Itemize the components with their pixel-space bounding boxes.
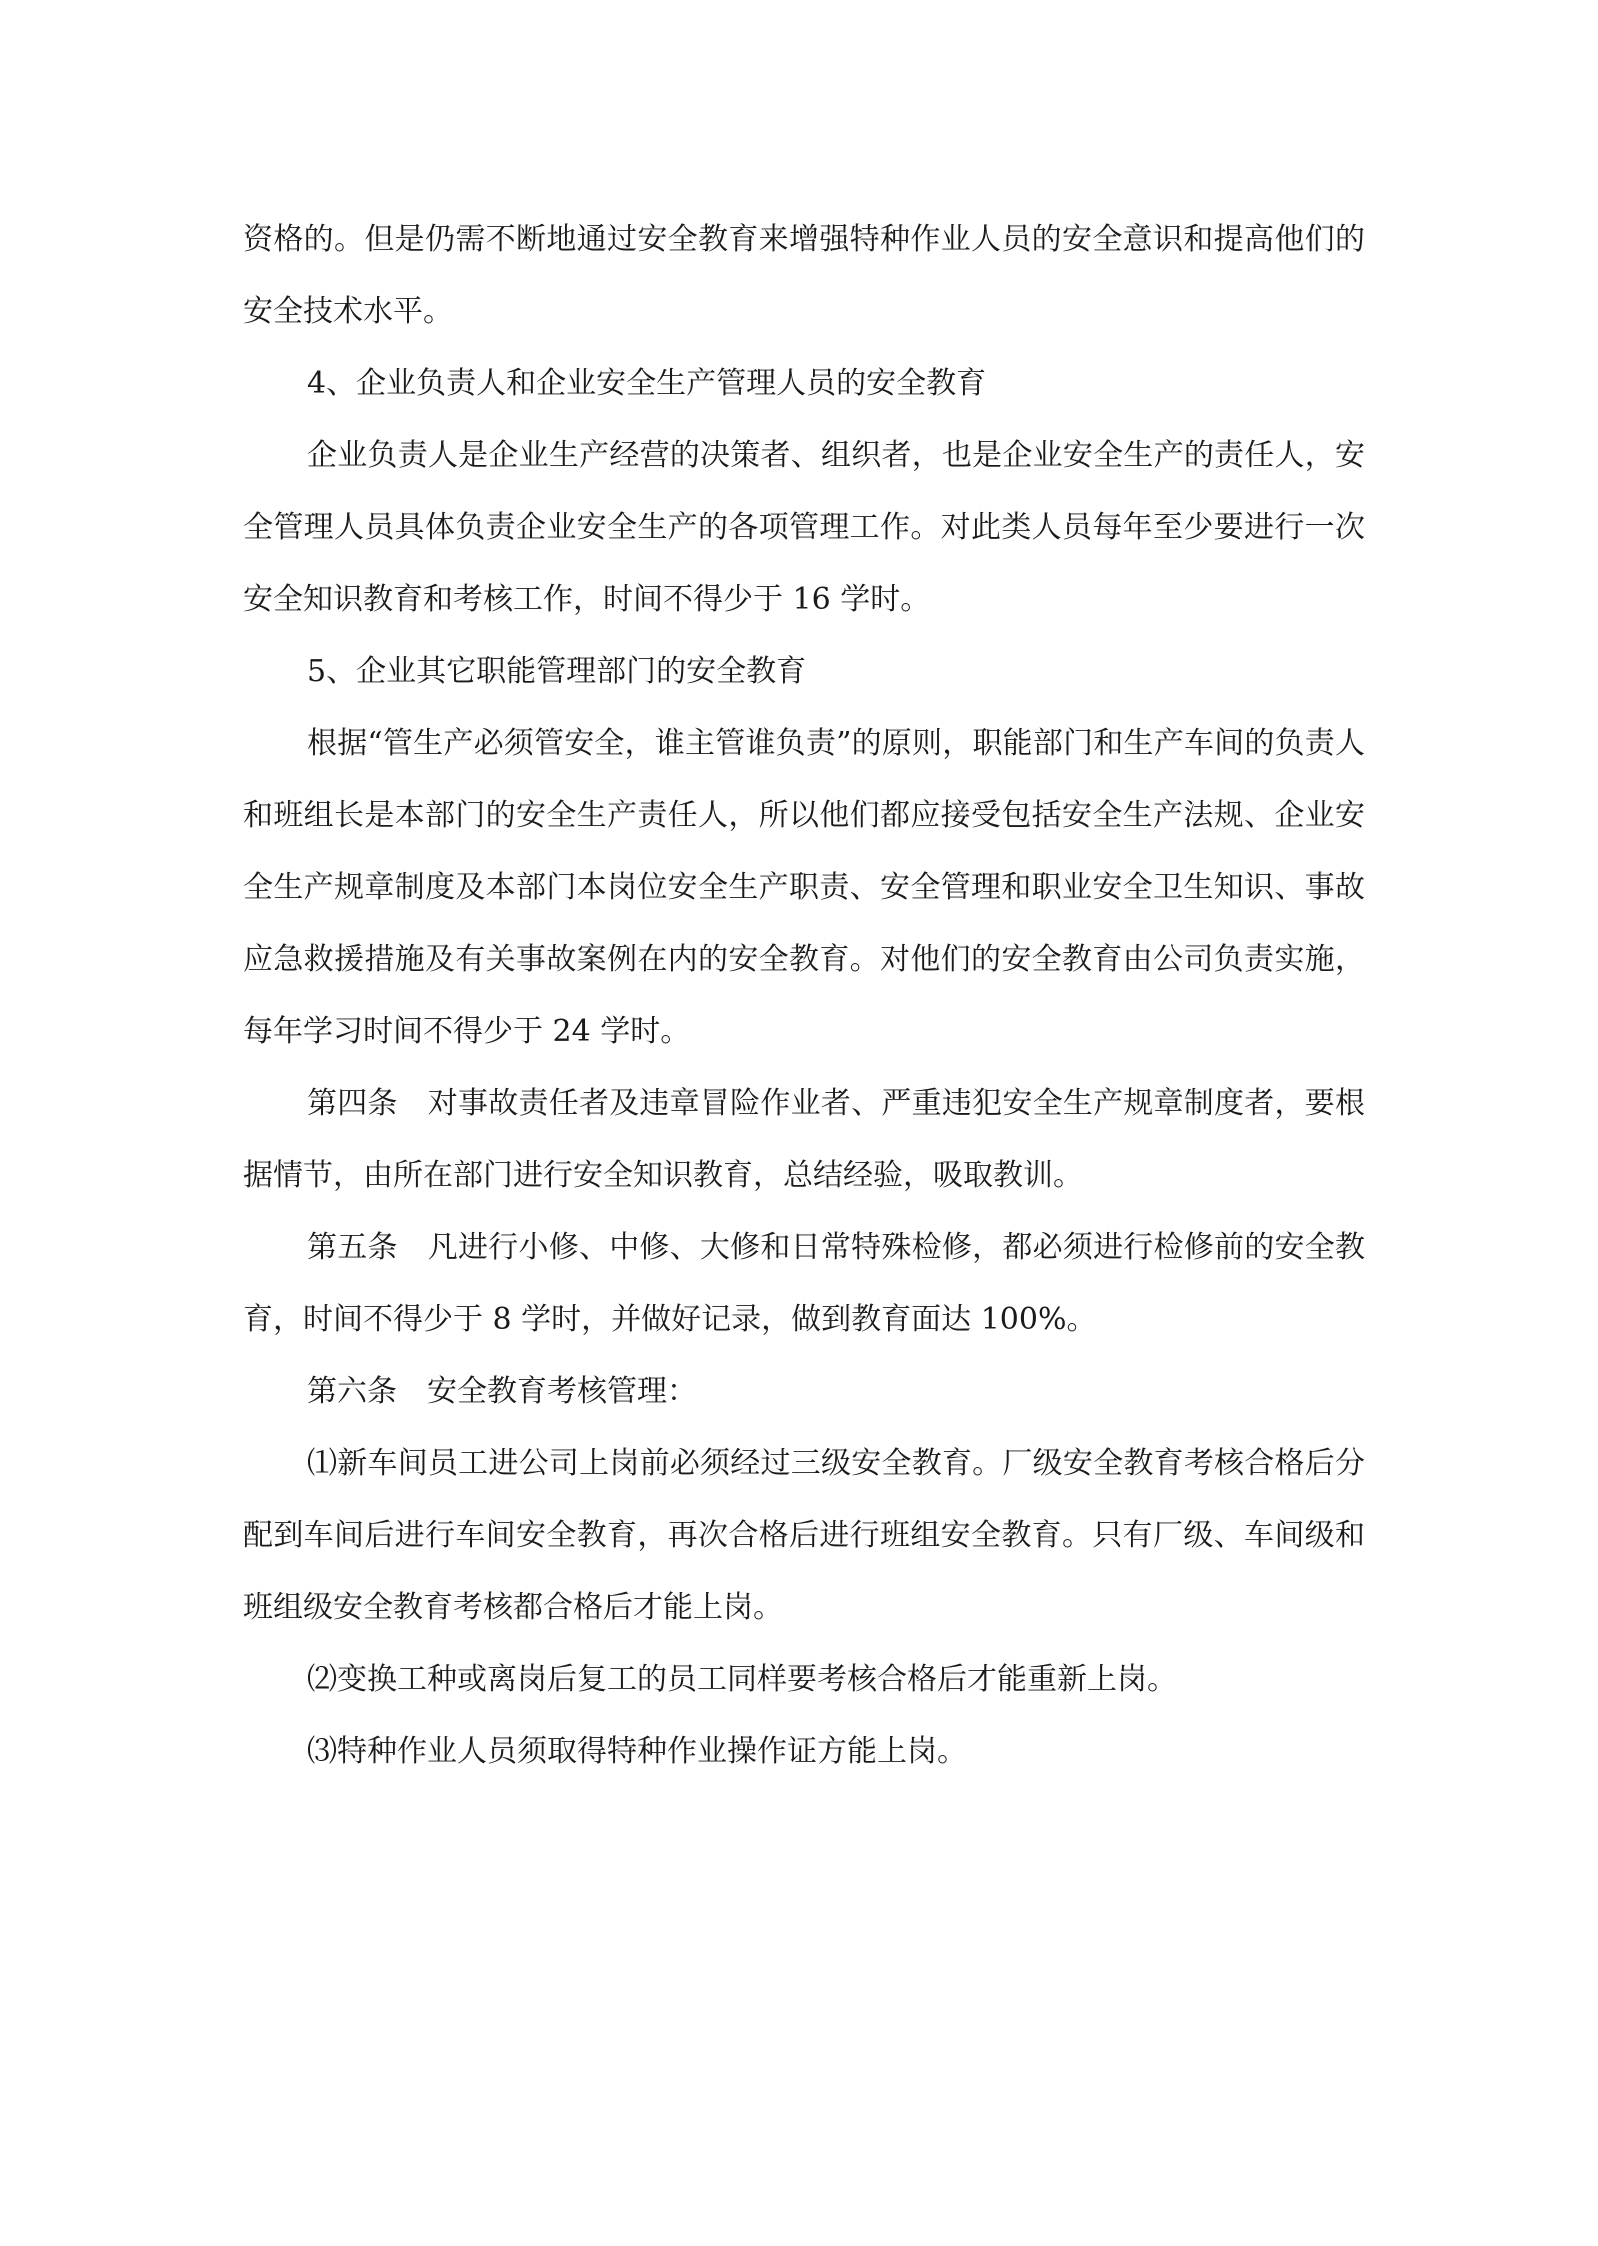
article-5 bbox=[243, 1212, 1365, 1356]
article-6 bbox=[243, 1356, 1365, 1428]
article-label: 第五条 bbox=[307, 1230, 398, 1265]
article-text: 对事故责任者及违章冒险作业者、严重违犯安全生产规章制度者，要根据情节，由所在部门进行安全知识教育，总结经验，吸取教训。 bbox=[243, 1086, 1366, 1193]
article-4 bbox=[243, 1068, 1365, 1212]
article-label: 第四条 bbox=[307, 1086, 398, 1121]
document-body bbox=[243, 204, 1365, 1788]
article-label: 第六条 bbox=[307, 1374, 397, 1409]
list-item-1: ⑴新车间员工进公司上岗前必须经过三级安全教育。厂级安全教育考核合格后分配到车间后进行车间安全教育，再次合格后进行班组安全教育。只有厂级、车间级和班组级安全教育考核都合格后才能上岗。 bbox=[243, 1446, 1365, 1625]
continuation-paragraph: 资格的。但是仍需不断地通过安全教育来增强特种作业人员的安全意识和提高他们的安全技术水平。 bbox=[243, 222, 1365, 329]
section-heading-5: 5、企业其它职能管理部门的安全教育 bbox=[307, 654, 807, 689]
section-heading-4: 4、企业负责人和企业安全生产管理人员的安全教育 bbox=[307, 366, 987, 401]
article-text: 安全教育考核管理： bbox=[427, 1374, 697, 1409]
list-item-2: ⑵变换工种或离岗后复工的员工同样要考核合格后才能重新上岗。 bbox=[307, 1662, 1177, 1697]
body-paragraph: 企业负责人是企业生产经营的决策者、组织者，也是企业安全生产的责任人，安全管理人员具体负责企业安全生产的各项管理工作。对此类人员每年至少要进行一次安全知识教育和考核工作，时间不得少于 16 学时。 bbox=[243, 438, 1365, 617]
article-text: 凡进行小修、中修、大修和日常特殊检修，都必须进行检修前的安全教育，时间不得少于 8 学时，并做好记录，做到教育面达 100%。 bbox=[243, 1230, 1366, 1337]
body-paragraph: 根据“管生产必须管安全，谁主管谁负责”的原则，职能部门和生产车间的负责人和班组长是本部门的安全生产责任人，所以他们都应接受包括安全生产法规、企业安全生产规章制度及本部门本岗位安全生产职责、安全管理和职业安全卫生知识、事故应急救援措施及有关事故案例在内的安全教育。对他们的安全教育由公司负责实施，每年学习时间不得少于 24 学时。 bbox=[243, 726, 1365, 1049]
list-item-3: ⑶特种作业人员须取得特种作业操作证方能上岗。 bbox=[307, 1734, 967, 1769]
